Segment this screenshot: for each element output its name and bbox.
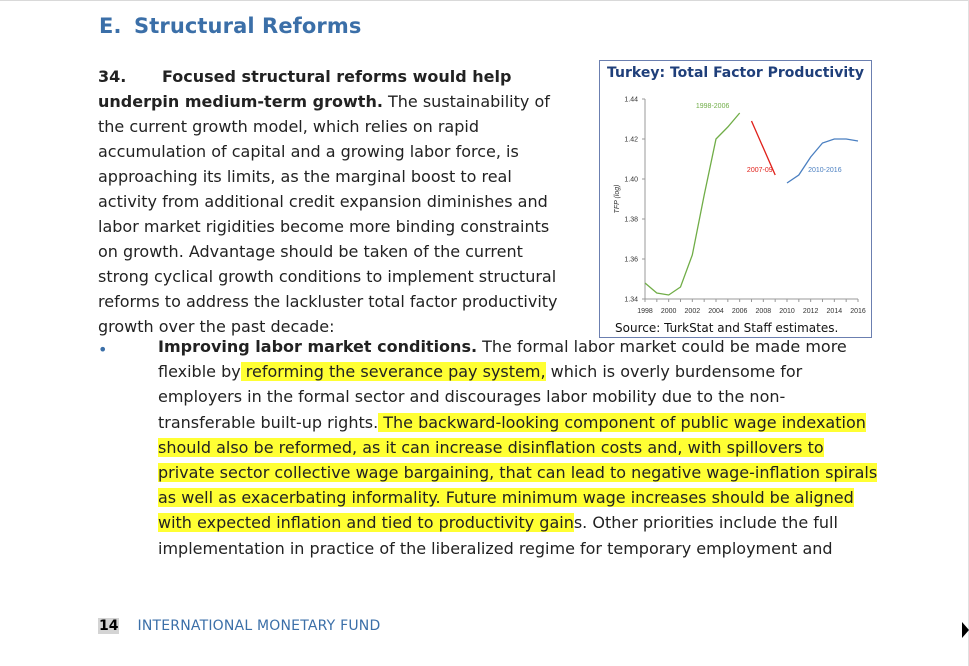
y-tick-label: 1.34 — [624, 296, 638, 304]
paragraph-34 — [98, 64, 568, 339]
x-tick-label: 2006 — [731, 308, 748, 315]
x-tick-label: 1998 — [637, 308, 653, 315]
x-tick-label: 2004 — [708, 308, 724, 315]
paragraph-bold-lead: Focused structural reforms would help underpin medium-term growth. — [98, 67, 512, 111]
y-tick-label: 1.38 — [624, 216, 638, 224]
y-tick-label: 1.36 — [624, 256, 638, 264]
chart-source: Source: TurkStat and Staff estimates. — [615, 321, 839, 335]
page-footer — [98, 618, 380, 634]
footer-organization: INTERNATIONAL MONETARY FUND — [137, 618, 381, 634]
paragraph-body: The sustainability of the current growth model, which relies on rapid accumulation of capital and a growing labor force, is approaching its limits, as the marginal boost to real activity from additional credit expansion diminishes and labor market rigidities become more binding constraints on growth. Advantage should be taken of the current strong cyclical growth conditions to implement structural reforms to address the lackluster total factor productivity growth over the past decade: — [98, 92, 558, 336]
x-tick-label: 2008 — [755, 308, 772, 315]
bullet-labor-market — [158, 334, 878, 561]
x-tick-label: 2010 — [779, 308, 795, 315]
paragraph-number: 34. — [98, 67, 127, 86]
bullet-lead: Improving labor market conditions. — [158, 337, 478, 356]
series-label-1998-2006: 1998-2006 — [695, 103, 730, 110]
highlight-severance: reforming the severance pay system, — [240, 362, 546, 382]
bullet-text-3: s. Other priorities include the full implementation in practice of the liberalized regime for temporary employment and — [158, 513, 838, 558]
x-tick-label: 2012 — [802, 308, 819, 315]
chart-title: Turkey: Total Factor Productivity — [607, 65, 864, 81]
section-title — [99, 14, 361, 38]
series-line-2010-2016 — [787, 139, 858, 183]
section-number: E. — [99, 14, 122, 38]
x-tick-label: 2016 — [850, 308, 866, 315]
x-tick-label: 2014 — [826, 308, 843, 315]
y-axis-label: TFP (log) — [614, 184, 621, 214]
y-tick-label: 1.42 — [624, 136, 638, 144]
bullet-text-1: The formal labor market could be made more flexible by — [158, 337, 847, 382]
y-tick-label: 1.44 — [624, 96, 638, 104]
section-title-text: Structural Reforms — [134, 14, 362, 38]
series-label-2007-09: 2007-09 — [746, 167, 773, 174]
mouse-cursor-icon — [962, 622, 969, 640]
top-border — [0, 0, 969, 1]
y-tick-label: 1.40 — [624, 176, 638, 184]
series-line-1998-2006 — [645, 113, 740, 295]
bullet-text-2: which is overly burdensome for employers in the formal sector and discourages labor mobility due to the non-transferable built-up rights. — [158, 362, 803, 432]
bullet-marker: • — [98, 340, 108, 359]
tfp-chart — [599, 60, 872, 338]
page-number: 14 — [99, 618, 119, 634]
x-tick-label: 2000 — [660, 308, 677, 315]
highlight-wage-indexation: The backward-looking component of public wage indexation should also be reformed, as it can increase disinflation costs and, with spillovers to private sector collective wage bargaining, that can lead to negative wage-inflation spirals as well as exacerbating informality. Future minimum wage increases should be aligned with expected inflation and tied to productivity gain — [158, 412, 878, 533]
chart-plot — [600, 61, 873, 339]
series-label-2010-2016: 2010-2016 — [808, 167, 842, 174]
x-tick-label: 2002 — [684, 308, 701, 315]
